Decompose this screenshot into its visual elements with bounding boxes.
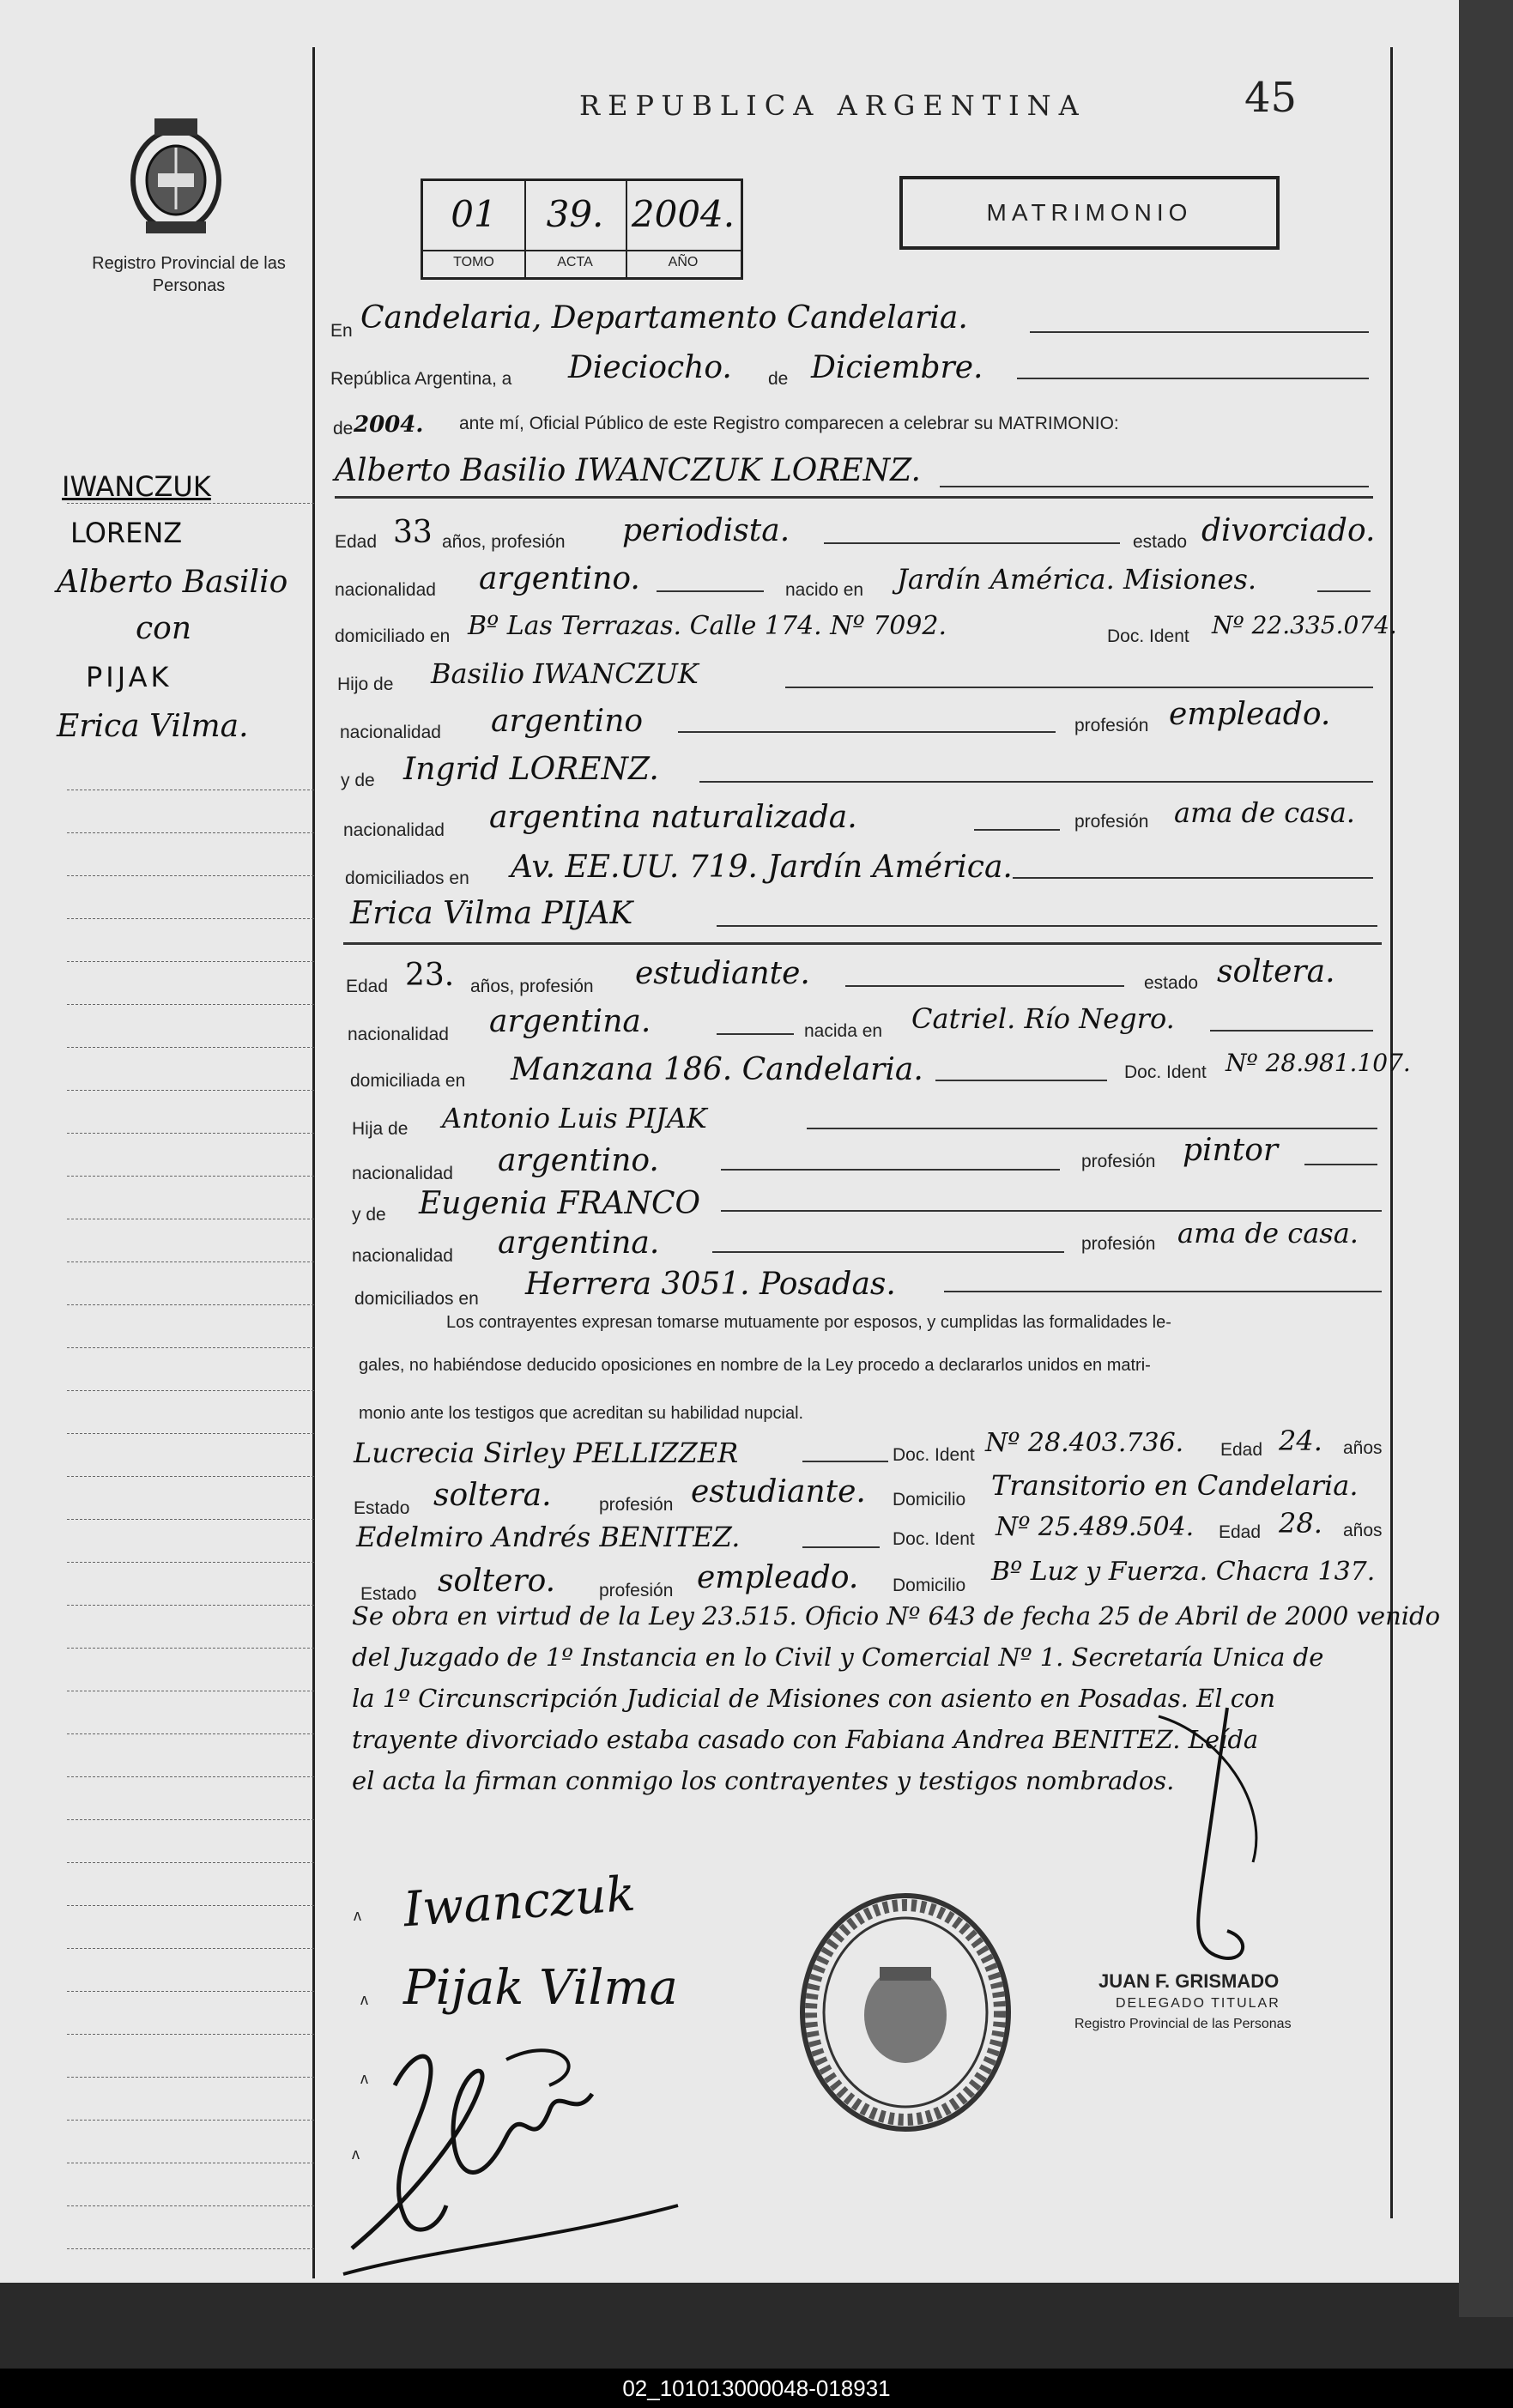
witness2-address: Bº Luz y Fuerza. Chacra 137. <box>991 1557 1376 1587</box>
groom-parents-address: Av. EE.UU. 719. Jardín América. <box>511 850 1013 885</box>
witness1-age: 24. <box>1279 1425 1322 1457</box>
signature-mark: ʌ <box>352 2145 360 2163</box>
rule <box>802 1546 880 1548</box>
rule <box>717 925 1377 927</box>
rule <box>824 542 1120 544</box>
year-prefix: de <box>333 419 354 439</box>
witness1-dom-label: Domicilio <box>893 1490 966 1510</box>
bride-father-label: Hija de <box>352 1119 409 1139</box>
rule <box>717 1033 794 1035</box>
official-org: Registro Provincial de las Personas <box>1074 2017 1292 2031</box>
rule <box>802 1461 888 1462</box>
bride-born-label: nacida en <box>804 1021 883 1041</box>
margin-line <box>67 1176 314 1177</box>
bride-parents-address: Herrera 3051. Posadas. <box>525 1267 896 1302</box>
bride-birthplace: Catriel. Río Negro. <box>911 1002 1175 1035</box>
margin-line <box>67 875 314 876</box>
margin-line <box>67 1862 314 1863</box>
groom-mother-nac-label: nacionalidad <box>343 820 445 840</box>
margin-line <box>67 1948 314 1949</box>
footer-bar <box>0 2369 1513 2408</box>
notes-line-3: la 1º Circunscripción Judicial de Misiones con asiento en Posadas. El con <box>352 1684 1276 1713</box>
right-frame-line <box>1390 47 1393 2218</box>
official-name: JUAN F. GRISMADO <box>1098 1970 1280 1992</box>
declaration-line-3: monio ante los testigos que acreditan su habilidad nupcial. <box>359 1404 804 1423</box>
bride-edad-label: Edad <box>346 977 389 996</box>
bride-mother-prof-label: profesión <box>1081 1234 1156 1254</box>
groom-mother-prof: ama de casa. <box>1174 796 1355 829</box>
groom-edad-label: Edad <box>335 532 378 552</box>
groom-father-nac-label: nacionalidad <box>340 723 441 742</box>
signature-mark: ʌ <box>360 2070 368 2087</box>
margin-line <box>67 1347 314 1348</box>
rule <box>940 486 1369 487</box>
acta-cell <box>524 181 627 277</box>
rule <box>721 1210 1382 1212</box>
bride-father: Antonio Luis PIJAK <box>442 1102 707 1134</box>
intro-place: Candelaria, Departamento Candelaria. <box>360 300 968 336</box>
page-edge <box>1459 0 1513 2317</box>
witness2-prof-label: profesión <box>599 1581 674 1600</box>
rule <box>1304 1164 1377 1165</box>
rule <box>721 1169 1060 1171</box>
margin-con: con <box>136 611 192 646</box>
left-frame-line <box>312 47 315 2278</box>
organization-name: Registro Provincial de las Personas <box>92 254 286 295</box>
appear-text: ante mí, Oficial Público de este Registro comparecen a celebrar su MATRIMONIO: <box>459 414 1119 433</box>
witness2-anos-label: años <box>1343 1521 1383 1540</box>
margin-bride-surname: PIJAK <box>86 661 172 693</box>
rule <box>935 1080 1107 1081</box>
witness1-prof-label: profesión <box>599 1495 674 1515</box>
margin-line <box>67 2077 314 2078</box>
margin-line <box>67 2120 314 2121</box>
rule <box>343 942 1382 945</box>
margin-line <box>67 1047 314 1048</box>
rule <box>1317 590 1371 592</box>
groom-nac-label: nacionalidad <box>335 580 436 600</box>
witness1-anos-label: años <box>1343 1438 1383 1458</box>
rule <box>699 781 1373 783</box>
bride-address: Manzana 186. Candelaria. <box>511 1052 923 1087</box>
bride-mother-prof: ama de casa. <box>1177 1217 1359 1249</box>
tomo-cell <box>423 181 526 277</box>
witness1-address: Transitorio en Candelaria. <box>991 1469 1359 1502</box>
margin-line <box>67 1562 314 1563</box>
country-title: REPUBLICA ARGENTINA <box>579 89 1086 122</box>
rule <box>1017 378 1369 379</box>
coat-of-arms-icon <box>120 113 232 242</box>
rule <box>845 985 1124 987</box>
margin-line <box>67 1905 314 1906</box>
groom-profesion-label: años, profesión <box>442 532 566 552</box>
margin-line <box>67 918 314 919</box>
margin-second-surname: LORENZ <box>70 517 183 549</box>
bride-parents-dom-label: domiciliados en <box>354 1289 479 1309</box>
groom-mother-prof-label: profesión <box>1074 812 1149 832</box>
margin-given-names: Alberto Basilio <box>57 565 288 600</box>
signature-bride: Pijak Vilma <box>403 1960 678 2016</box>
intro-year: 2004. <box>354 412 424 438</box>
rule <box>807 1128 1377 1129</box>
witness2-estado-label: Estado <box>360 1584 417 1604</box>
rule <box>712 1251 1064 1253</box>
groom-name: Alberto Basilio IWANCZUK LORENZ. <box>335 453 921 488</box>
tomo-label: TOMO <box>423 250 524 270</box>
official-seal-icon <box>794 1888 1017 2137</box>
bride-profesion-label: años, profesión <box>470 977 594 996</box>
rule <box>944 1291 1382 1292</box>
witness1-estado-label: Estado <box>354 1498 410 1518</box>
en-label: En <box>330 321 353 341</box>
margin-line <box>67 503 314 504</box>
document-type-box: MATRIMONIO <box>899 176 1280 250</box>
groom-father-nat: argentino <box>491 704 644 739</box>
signature-mark: ʌ <box>354 1907 361 1924</box>
groom-mother: Ingrid LORENZ. <box>403 752 659 787</box>
groom-doc-label: Doc. Ident <box>1107 626 1189 646</box>
witness2-name: Edelmiro Andrés BENITEZ. <box>356 1521 741 1553</box>
margin-line <box>67 1476 314 1477</box>
ano-cell <box>626 181 741 277</box>
margin-line <box>67 1819 314 1820</box>
signature-mark: ʌ <box>360 1991 368 2008</box>
rule <box>1030 331 1369 333</box>
margin-line <box>67 1519 314 1520</box>
bride-mother-nat: argentina. <box>498 1225 660 1261</box>
bride-mother-nac-label: nacionalidad <box>352 1246 453 1266</box>
bride-profession: estudiante. <box>635 956 810 991</box>
groom-father-prof: empleado. <box>1169 697 1331 732</box>
groom-born-label: nacido en <box>785 580 864 600</box>
ano-label: AÑO <box>626 250 741 270</box>
notes-line-5: el acta la firman conmigo los contrayentes y testigos nombrados. <box>352 1766 1175 1795</box>
bride-name: Erica Vilma PIJAK <box>350 896 633 931</box>
groom-parents-dom-label: domiciliados en <box>345 868 469 888</box>
margin-line <box>67 832 314 833</box>
bride-father-prof-label: profesión <box>1081 1152 1156 1171</box>
intro-month: Diciembre. <box>811 350 983 385</box>
rule <box>657 590 764 592</box>
groom-age: 33 <box>393 515 433 550</box>
witness1-edad-label: Edad <box>1220 1440 1263 1460</box>
ano-value: 2004. <box>631 193 735 235</box>
groom-mother-label: y de <box>341 771 375 790</box>
rule <box>974 829 1060 831</box>
bride-dom-label: domiciliada en <box>350 1071 466 1091</box>
margin-line <box>67 961 314 962</box>
rule <box>678 731 1056 733</box>
witness1-name: Lucrecia Sirley PELLIZZER <box>354 1437 739 1469</box>
groom-birthplace: Jardín América. Misiones. <box>897 563 1257 596</box>
margin-line <box>67 2248 314 2249</box>
groom-status: divorciado. <box>1201 513 1376 548</box>
margin-bride-names: Erica Vilma. <box>57 709 249 744</box>
witness2-age: 28. <box>1279 1507 1322 1540</box>
witness1-status: soltera. <box>433 1478 552 1513</box>
signature-groom: Iwanczuk <box>402 1866 638 1939</box>
witness1-profession: estudiante. <box>691 1474 866 1510</box>
bride-father-nat: argentino. <box>498 1143 659 1178</box>
witness2-dom-label: Domicilio <box>893 1576 966 1595</box>
notes-line-2: del Juzgado de 1º Instancia en lo Civil y Comercial Nº 1. Secretaría Unica de <box>352 1643 1324 1672</box>
groom-estado-label: estado <box>1133 532 1188 552</box>
witness-signatures-scribble <box>335 2034 695 2291</box>
margin-line <box>67 2205 314 2206</box>
declaration-line-1: Los contrayentes expresan tomarse mutuamente por esposos, y cumplidas las formalidades le- <box>446 1313 1171 1332</box>
margin-surname: IWANCZUK <box>62 470 211 503</box>
intro-day: Dieciocho. <box>568 350 732 385</box>
groom-mother-nat: argentina naturalizada. <box>489 800 857 835</box>
witness2-edad-label: Edad <box>1219 1522 1262 1542</box>
rule <box>1210 1030 1373 1032</box>
groom-father: Basilio IWANCZUK <box>431 657 699 690</box>
rule <box>1013 877 1373 879</box>
bride-mother: Eugenia FRANCO <box>419 1186 701 1221</box>
republic-label: República Argentina, a <box>330 369 512 389</box>
groom-address: Bº Las Terrazas. Calle 174. Nº 7092. <box>468 611 947 641</box>
official-role: DELEGADO TITULAR <box>1116 1996 1280 2011</box>
bride-nac-label: nacionalidad <box>348 1025 449 1044</box>
margin-line <box>67 1004 314 1005</box>
margin-line <box>67 1648 314 1649</box>
footer-id: 02_101013000048-018931 <box>622 2375 891 2401</box>
bride-father-prof: pintor <box>1183 1133 1279 1168</box>
margin-line <box>67 1133 314 1134</box>
bride-nationality: argentina. <box>489 1004 651 1039</box>
bride-father-nac-label: nacionalidad <box>352 1164 453 1183</box>
groom-dom-label: domiciliado en <box>335 626 451 646</box>
groom-father-prof-label: profesión <box>1074 716 1149 735</box>
notes-line-4: trayente divorciado estaba casado con Fabiana Andrea BENITEZ. Leída <box>352 1725 1259 1754</box>
page-number: 45 <box>1244 74 1298 122</box>
bride-age: 23. <box>405 958 455 993</box>
margin-line <box>67 1261 314 1262</box>
witness1-doc-label: Doc. Ident <box>893 1445 975 1465</box>
bride-doc-label: Doc. Ident <box>1124 1062 1207 1082</box>
bride-estado-label: estado <box>1144 973 1199 993</box>
bride-doc: Nº 28.981.107. <box>1226 1049 1411 1077</box>
registry-box <box>421 178 743 280</box>
margin-line <box>67 1605 314 1606</box>
margin-line <box>67 1304 314 1305</box>
groom-doc: Nº 22.335.074. <box>1212 611 1397 639</box>
witness2-doc: Nº 25.489.504. <box>996 1512 1195 1542</box>
declaration-line-2: gales, no habiéndose deducido oposiciones en nombre de la Ley procedo a declararlos unidos en matri- <box>359 1356 1151 1375</box>
groom-profession: periodista. <box>622 513 790 548</box>
margin-line <box>67 1433 314 1434</box>
witness2-doc-label: Doc. Ident <box>893 1529 975 1549</box>
margin-line <box>67 1733 314 1734</box>
witness2-profession: empleado. <box>697 1560 859 1595</box>
witness1-doc: Nº 28.403.736. <box>985 1428 1184 1458</box>
official-signature-scribble <box>1098 1699 1313 1982</box>
margin-line <box>67 1776 314 1777</box>
de-label: de <box>768 369 789 389</box>
margin-line <box>67 1991 314 1992</box>
groom-nationality: argentino. <box>479 561 640 596</box>
margin-line <box>67 2034 314 2035</box>
rule <box>335 496 1373 499</box>
witness2-status: soltero. <box>438 1564 556 1599</box>
rule <box>785 687 1373 688</box>
tomo-value: 01 <box>451 193 497 235</box>
margin-line <box>67 1390 314 1391</box>
acta-value: 39. <box>546 193 604 235</box>
bride-status: soltera. <box>1217 954 1335 989</box>
groom-father-label: Hijo de <box>337 675 394 694</box>
acta-label: ACTA <box>524 250 626 270</box>
bride-mother-label: y de <box>352 1205 386 1225</box>
notes-line-1: Se obra en virtud de la Ley 23.515. Oficio Nº 643 de fecha 25 de Abril de 2000 venido <box>352 1601 1441 1631</box>
margin-line <box>67 1090 314 1091</box>
